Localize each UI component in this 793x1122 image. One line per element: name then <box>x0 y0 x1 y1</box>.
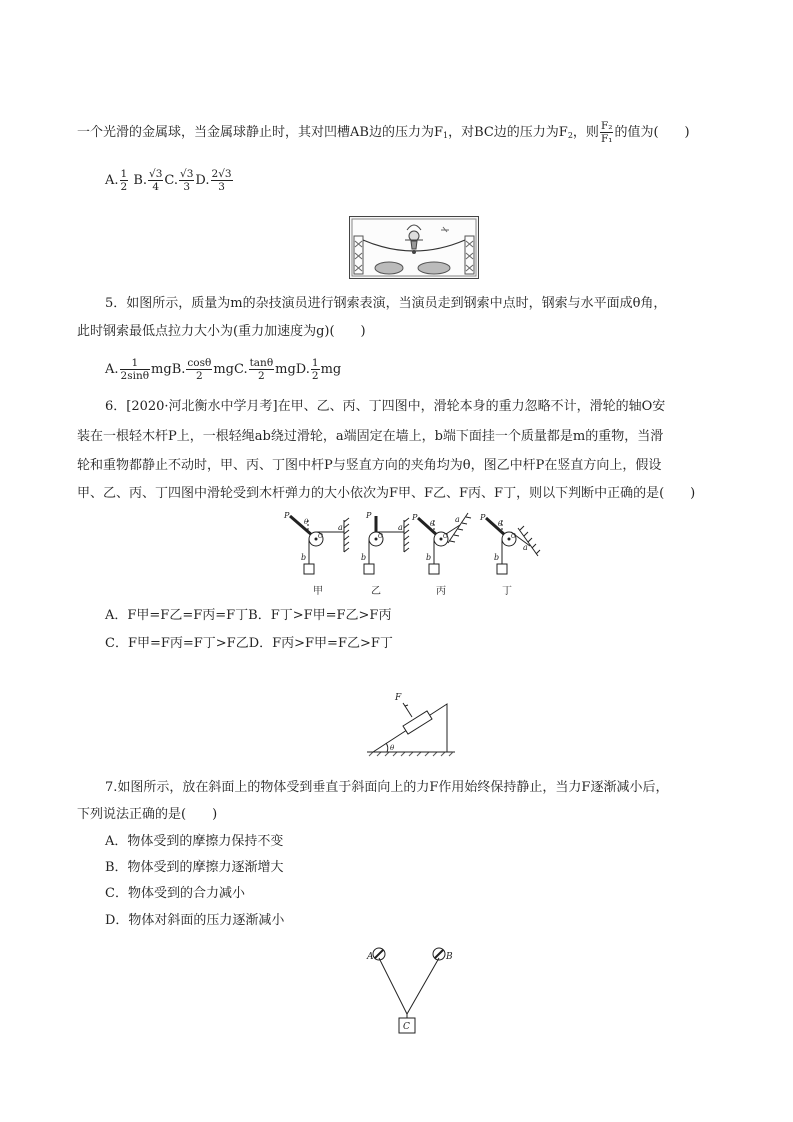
pulley-diagrams <box>280 508 550 606</box>
svg-text:F: F <box>395 693 402 703</box>
svg-text:θ: θ <box>430 520 435 528</box>
svg-text:a: a <box>338 523 343 532</box>
svg-text:O: O <box>511 533 516 540</box>
q6-stem-line-4: 甲、乙、丙、丁四图中滑轮受到木杆弹力的大小依次为F甲、F乙、F丙、F丁，则以下判断中正确的是( ) <box>77 486 696 501</box>
q5-stem-line-1: 5．如图所示，质量为m的杂技演员进行钢索表演，当演员走到钢索中点时，钢索与水平面成θ角， <box>105 296 667 311</box>
q7-stem-line-2: 下列说法正确的是( ) <box>77 807 218 822</box>
q6-stem-line-1: 6．[2020·河北衡水中学月考]在甲、乙、丙、丁四图中，滑轮本身的重力忽略不计，滑轮的轴O安 <box>105 399 666 414</box>
svg-text:O: O <box>443 533 448 540</box>
q5-option-a-fraction: $\frac{1}{2\sin\theta}$ <box>120 357 150 382</box>
q7-stem-line-1: 7.如图所示，放在斜面上的物体受到垂直于斜面向上的力F作用始终保持静止，当力F逐渐减小后， <box>105 780 669 795</box>
svg-text:a: a <box>523 543 528 552</box>
q4-option-d-fraction: $\frac{2√3}{3}$ <box>211 168 232 193</box>
svg-text:丁: 丁 <box>502 586 512 597</box>
q5-options: A. $\frac{1}{2\sin\theta}$ mgB. $\frac{\cos\theta}{2}$ mgC. $\frac{\tan\theta}{2}$ mgD. $\frac{1}{2}$ mg <box>105 357 342 382</box>
suspended-mass-diagram <box>362 944 462 1040</box>
q4-option-a-fraction: $\frac{1}{2}$ <box>120 168 128 193</box>
pulley-figure-ding <box>479 513 540 597</box>
q4-options: A. $\frac{1}{2}$ B. $\frac{√3}{4}$ C. $\frac{√3}{3}$ D. $\frac{2√3}{3}$ <box>105 168 232 193</box>
q6-options-line-2: C．F甲=F丙=F丁>F乙D．F丙>F甲=F乙>F丁 <box>105 636 393 651</box>
q7-option-c: C．物体受到的合力减小 <box>105 886 245 901</box>
q6-stem-line-3: 轮和重物都静止不动时，甲、丙、丁图中杆P与竖直方向的夹角均为θ，图乙中杆P在竖直方向上，假设 <box>77 458 662 473</box>
svg-text:P: P <box>366 511 372 520</box>
q4-option-c-fraction: $\frac{√3}{3}$ <box>180 168 194 193</box>
svg-text:甲: 甲 <box>313 586 323 597</box>
svg-text:乙: 乙 <box>371 586 381 597</box>
svg-text:B: B <box>446 952 453 962</box>
q4-ratio-fraction: $\frac{\text{F₂}}{\text{F₁}}$ <box>600 120 613 145</box>
svg-text:A: A <box>367 952 374 962</box>
pulley-figure-yi <box>361 511 409 597</box>
svg-text:a: a <box>455 515 460 524</box>
svg-text:P: P <box>284 511 290 520</box>
svg-text:C: C <box>403 1022 410 1032</box>
svg-text:丙: 丙 <box>436 586 446 597</box>
pulley-figure-jia <box>283 511 349 597</box>
svg-text:θ: θ <box>498 520 503 528</box>
svg-text:a: a <box>398 523 403 532</box>
incline-block-diagram <box>365 690 470 764</box>
q6-stem-line-2: 装在一根轻木杆P上，一根轻绳ab绕过滑轮，a端固定在墙上，b端下面挂一个质量都是m的重物，当滑 <box>77 429 664 444</box>
pulley-figure-bing <box>411 513 471 597</box>
svg-text:θ: θ <box>304 518 309 526</box>
svg-text:P: P <box>412 513 418 522</box>
q7-option-d: D．物体对斜面的压力逐渐减小 <box>105 913 285 928</box>
q7-option-b: B．物体受到的摩擦力逐渐增大 <box>105 860 284 875</box>
q5-option-d-fraction: $\frac{1}{2}$ <box>311 357 319 382</box>
q5-option-b-fraction: $\frac{\cos\theta}{2}$ <box>187 357 212 382</box>
svg-text:O: O <box>318 533 323 540</box>
svg-text:b: b <box>494 553 500 562</box>
svg-text:b: b <box>426 553 432 562</box>
svg-text:P: P <box>480 513 486 522</box>
q6-options-line-1: A．F甲=F乙=F丙=F丁B．F丁>F甲=F乙>F丙 <box>105 608 392 623</box>
q7-option-a: A．物体受到的摩擦力保持不变 <box>105 834 284 849</box>
q5-stem-line-2: 此时钢索最低点拉力大小为(重力加速度为g)( ) <box>77 324 366 339</box>
svg-text:O: O <box>378 533 383 540</box>
tightrope-performer-image <box>349 216 479 283</box>
q5-option-c-fraction: $\frac{\tan\theta}{2}$ <box>249 357 274 382</box>
svg-text:θ: θ <box>390 744 395 752</box>
svg-text:b: b <box>361 553 367 562</box>
q4-stem-line: 一个光滑的金属球，当金属球静止时，其对凹槽AB边的压力为$F_1$，对BC边的压力为$F_2$，则 $\frac{\text{F₂}}{\text{F₁}}$ 的值为( ) <box>77 120 690 145</box>
q4-option-b-fraction: $\frac{√3}{4}$ <box>149 168 163 193</box>
svg-text:b: b <box>301 553 307 562</box>
